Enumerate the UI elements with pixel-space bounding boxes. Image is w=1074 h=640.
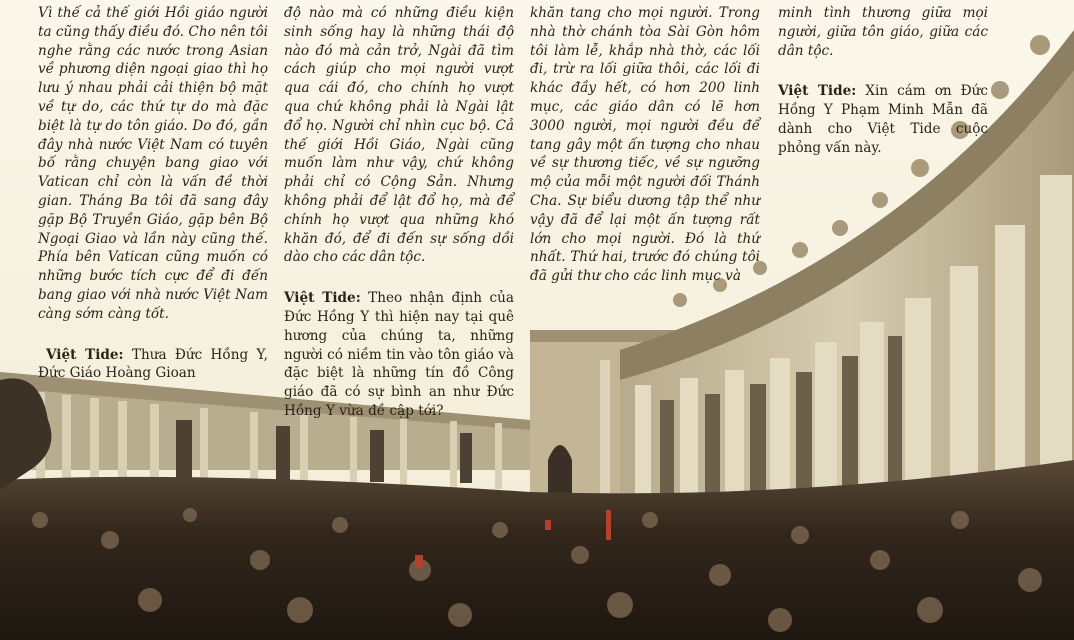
closing-text: Xin cám ơn Đức Hồng Y Phạm Minh Mẫn đã dành cho Việt Tide cuộc phỏng vấn này. (778, 83, 988, 156)
speaker-label: Việt Tide: (284, 290, 361, 307)
column-3-paragraph: khăn tang cho mọi người. Trong nhà thờ chánh tòa Sài Gòn hôm tôi làm lễ, khắp nhà thờ, các lối đi, trừ ra lối giữa thôi, các lối đi khác đầy hết, có hơn 200 linh mục, các giáo dân có lẽ hơn 3000 người, mọi người đều để tang gây một ấn tượng cho nhau về sự thương tiếc, về sự ngưỡng mộ của mỗi một người đối Thánh Cha. Sự biểu dương tập thể như vậy đã để lại một ấn tượng rất lớn cho mọi người. Đó là thứ nhất. Thứ hai, trước đó chúng tôi đã gửi thư cho các linh mục và (530, 5, 760, 285)
speaker-label: Việt Tide: (778, 83, 857, 100)
question-text: Theo nhận định của Đức Hồng Y thì hiện nay tại quê hương của chúng ta, những người có niềm tin vào tôn giáo và đặc biệt là những tín đồ Công giáo đã có sự bình an như Đức Hồng Y vừa đề cập tới? (284, 290, 514, 419)
column-2-question (284, 289, 514, 421)
column-4-question (778, 82, 988, 157)
column-4 (778, 4, 988, 158)
column-1-question (38, 346, 268, 384)
column-4-paragraph: minh tình thương giữa mọi người, giữa tôn giáo, giữa các dân tộc. (778, 5, 988, 59)
column-1 (38, 4, 268, 383)
column-1-paragraph: Vì thế cả thế giới Hồi giáo người ta cũng thấy điều đó. Cho nên tôi nghe rằng các nước trong Asian về phương diện ngoại giao thì họ lưu ý nhau phải cải thiện bộ mặt về tự do, các thứ tự do mà đặc biệt là tự do tôn giáo. Do đó, gần đây nhà nước Việt Nam có tuyên bố rằng chuyện bang giao với Vatican chỉ còn là vấn đề thời gian. Tháng Ba tôi đã sang đây gặp Bộ Truyền Giáo, gặp bên Bộ Ngoại Giao và lần này cũng thế. Phía bên Vatican cũng muốn có những bước tích cực để đi đến bang giao với nhà nước Việt Nam càng sớm càng tốt. (38, 5, 268, 322)
speaker-label: Việt Tide: (46, 346, 124, 363)
column-2 (284, 4, 514, 421)
question-text: Thưa Đức Hồng Y, Đức Giáo Hoàng Gioan (38, 346, 268, 382)
column-2-paragraph: độ nào mà có những điều kiện sinh sống hay là những thái độ nào đó mà cản trở, Ngài đã tìm cách giúp cho mọi người vượt qua cái đó, cho chính họ vượt qua chứ không phải là Ngài lật đổ họ. Người chỉ nhìn cục bộ. Cả thế giới Hồi Giáo, Ngài cũng muốn làm như vậy, chứ không phải chỉ có Cộng Sản. Nhưng không phải để lật đổ họ, mà để chính họ vượt qua những khó khăn đó, để đi đến sự sống dồi dào cho các dân tộc. (284, 5, 514, 266)
column-3 (530, 4, 760, 286)
